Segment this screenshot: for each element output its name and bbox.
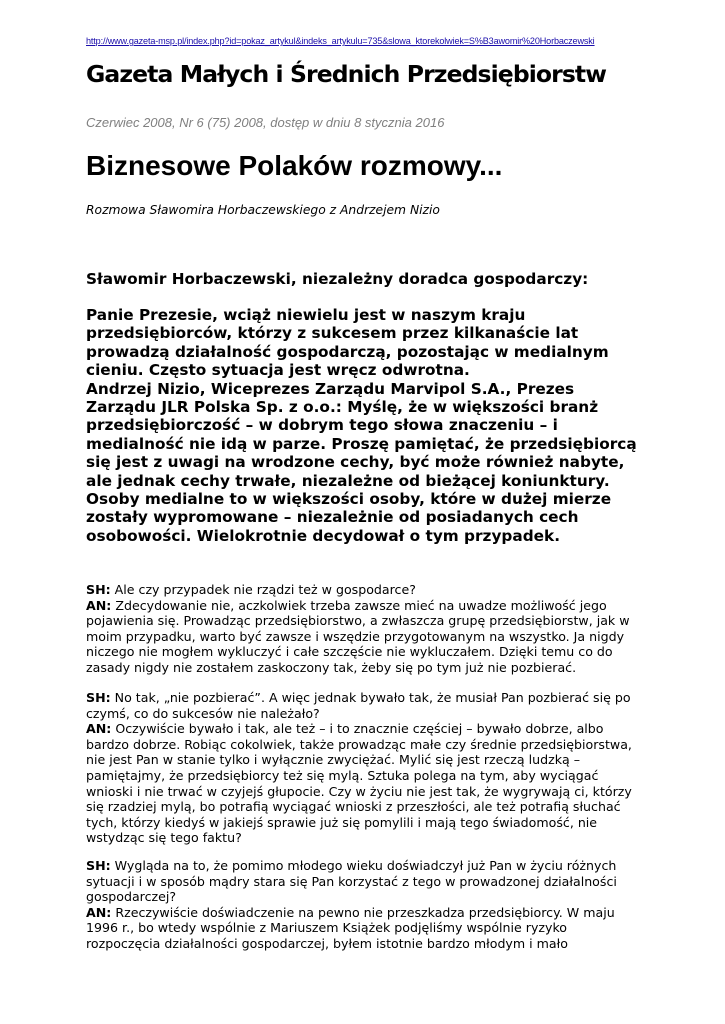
qa-pair [86,858,641,952]
answer-text: Rzeczywiście doświadczenie na pewno nie przeszkadza przedsiębiorcy. W maju 1996 r., bo wtedy wspólnie z Mariuszem Książek podjęliśmy wspólnie ryzyko rozpoczęcia działalności gospodarczej, byłem istotnie bardzo młodym i mało [86,904,615,951]
intro-block [86,306,646,545]
answer-tag: AN: [86,597,112,613]
answer-paragraph [86,721,641,846]
source-url-link[interactable]: http://www.gazeta-msp.pl/index.php?id=pokaz_artykul&indeks_artykulu=735&slowa_ktorekolwiek=S%B3awomir%20Horbaczewski [86,36,595,46]
question-paragraph [86,582,641,598]
answer-tag: AN: [86,904,112,920]
intro-answer: Andrzej Nizio, Wiceprezes Zarządu Marvipol S.A., Prezes Zarządu JLR Polska Sp. z o.o.: Myślę, że w większości branż przedsiębiorczość – w dobrym tego słowa znaczeniu – i medialność nie idą w parze. Proszę pamiętać, że przedsiębiorcą się jest z uwagi na wrodzone cechy, być może również nabyte, ale jednak cechy trwałe, niezależne od bieżącej koniunktury. Osoby medialne to w większości osoby, które w dużej mierze zostały wypromowane – niezależnie od posiadanych cech osobowości. Wielokrotnie decydował o tym przypadek. [86,379,637,545]
answer-paragraph [86,598,641,676]
question-paragraph [86,858,641,905]
speaker-heading-text: Sławomir Horbaczewski, niezależny doradca gospodarczy: [86,270,589,288]
question-tag: SH: [86,582,111,597]
answer-tag: AN: [86,721,112,737]
qa-pair [86,582,641,676]
question-text: No tak, „nie pozbierać”. A więc jednak bywało tak, że musiał Pan pozbierać się po czymś, co do sukcesów nie należało? [86,690,631,721]
article-title: Biznesowe Polaków rozmowy... [86,150,503,181]
question-text: Wygląda na to, że pomimo młodego wieku doświadczył już Pan w życiu różnych sytuacji i w sposób mądry stara się Pan korzystać z tego w prowadzonej działalności gospodarczej? [86,858,617,905]
speaker-heading [86,270,646,288]
intro-question: Panie Prezesie, wciąż niewielu jest w naszym kraju przedsiębiorców, którzy z sukcesem przez kilkanaście lat prowadzą działalność gospodarczą, pozostając w medialnym cieniu. Często sytuacja jest wręcz odwrotna. [86,306,609,380]
answer-text: Oczywiście bywało i tak, ale też – i to znacznie częściej – bywało dobrze, albo bardzo dobrze. Robiąc cokolwiek, także prowadząc małe czy średnie przedsiębiorstwa, nie jest Pan w stanie tylko i wyłącznie zwyciężać. Mylić się jest rzeczą ludzką – pamiętajmy, że przedsiębiorcy też się mylą. Sztuka polega na tym, aby wyciągać wnioski i nie trwać w czyjejś głupocie. Czy w życiu nie jest tak, że wygrywają ci, którzy się rzadziej mylą, bo potrafią wyciągać wnioski z przeszłości, ale też potrafią słuchać tych, którzy kiedyś w jakiejś sprawie już się pomylili i mają tego świadomość, nie wstydząc się tego faktu? [86,721,632,846]
question-text: Ale czy przypadek nie rządzi też w gospodarce? [110,582,416,597]
answer-paragraph [86,905,641,952]
article-subtitle: Rozmowa Sławomira Horbaczewskiego z Andrzejem Nizio [86,203,440,217]
question-tag: SH: [86,858,111,873]
publication-title: Gazeta Małych i Średnich Przedsiębiorstw [86,60,607,88]
question-tag: SH: [86,690,111,705]
issue-info: Czerwiec 2008, Nr 6 (75) 2008, dostęp w dniu 8 stycznia 2016 [86,115,445,130]
answer-text: Zdecydowanie nie, aczkolwiek trzeba zawsze mieć na uwadze możliwość jego pojawienia się. Prowadząc przedsiębiorstwo, a zwłaszcza grupę przedsiębiorstw, jak w moim przypadku, warto być zawsze i wszędzie przygotowanym na wszystko. Ja nigdy niczego nie mogłem wykluczyć i całe szczęście nie wykluczałem. Dzięki temu co do zasady nigdy nie zostałem zaskoczony tak, żeby się po tym już nie pozbierać. [86,597,630,675]
qa-pair [86,690,641,846]
question-paragraph [86,690,641,721]
